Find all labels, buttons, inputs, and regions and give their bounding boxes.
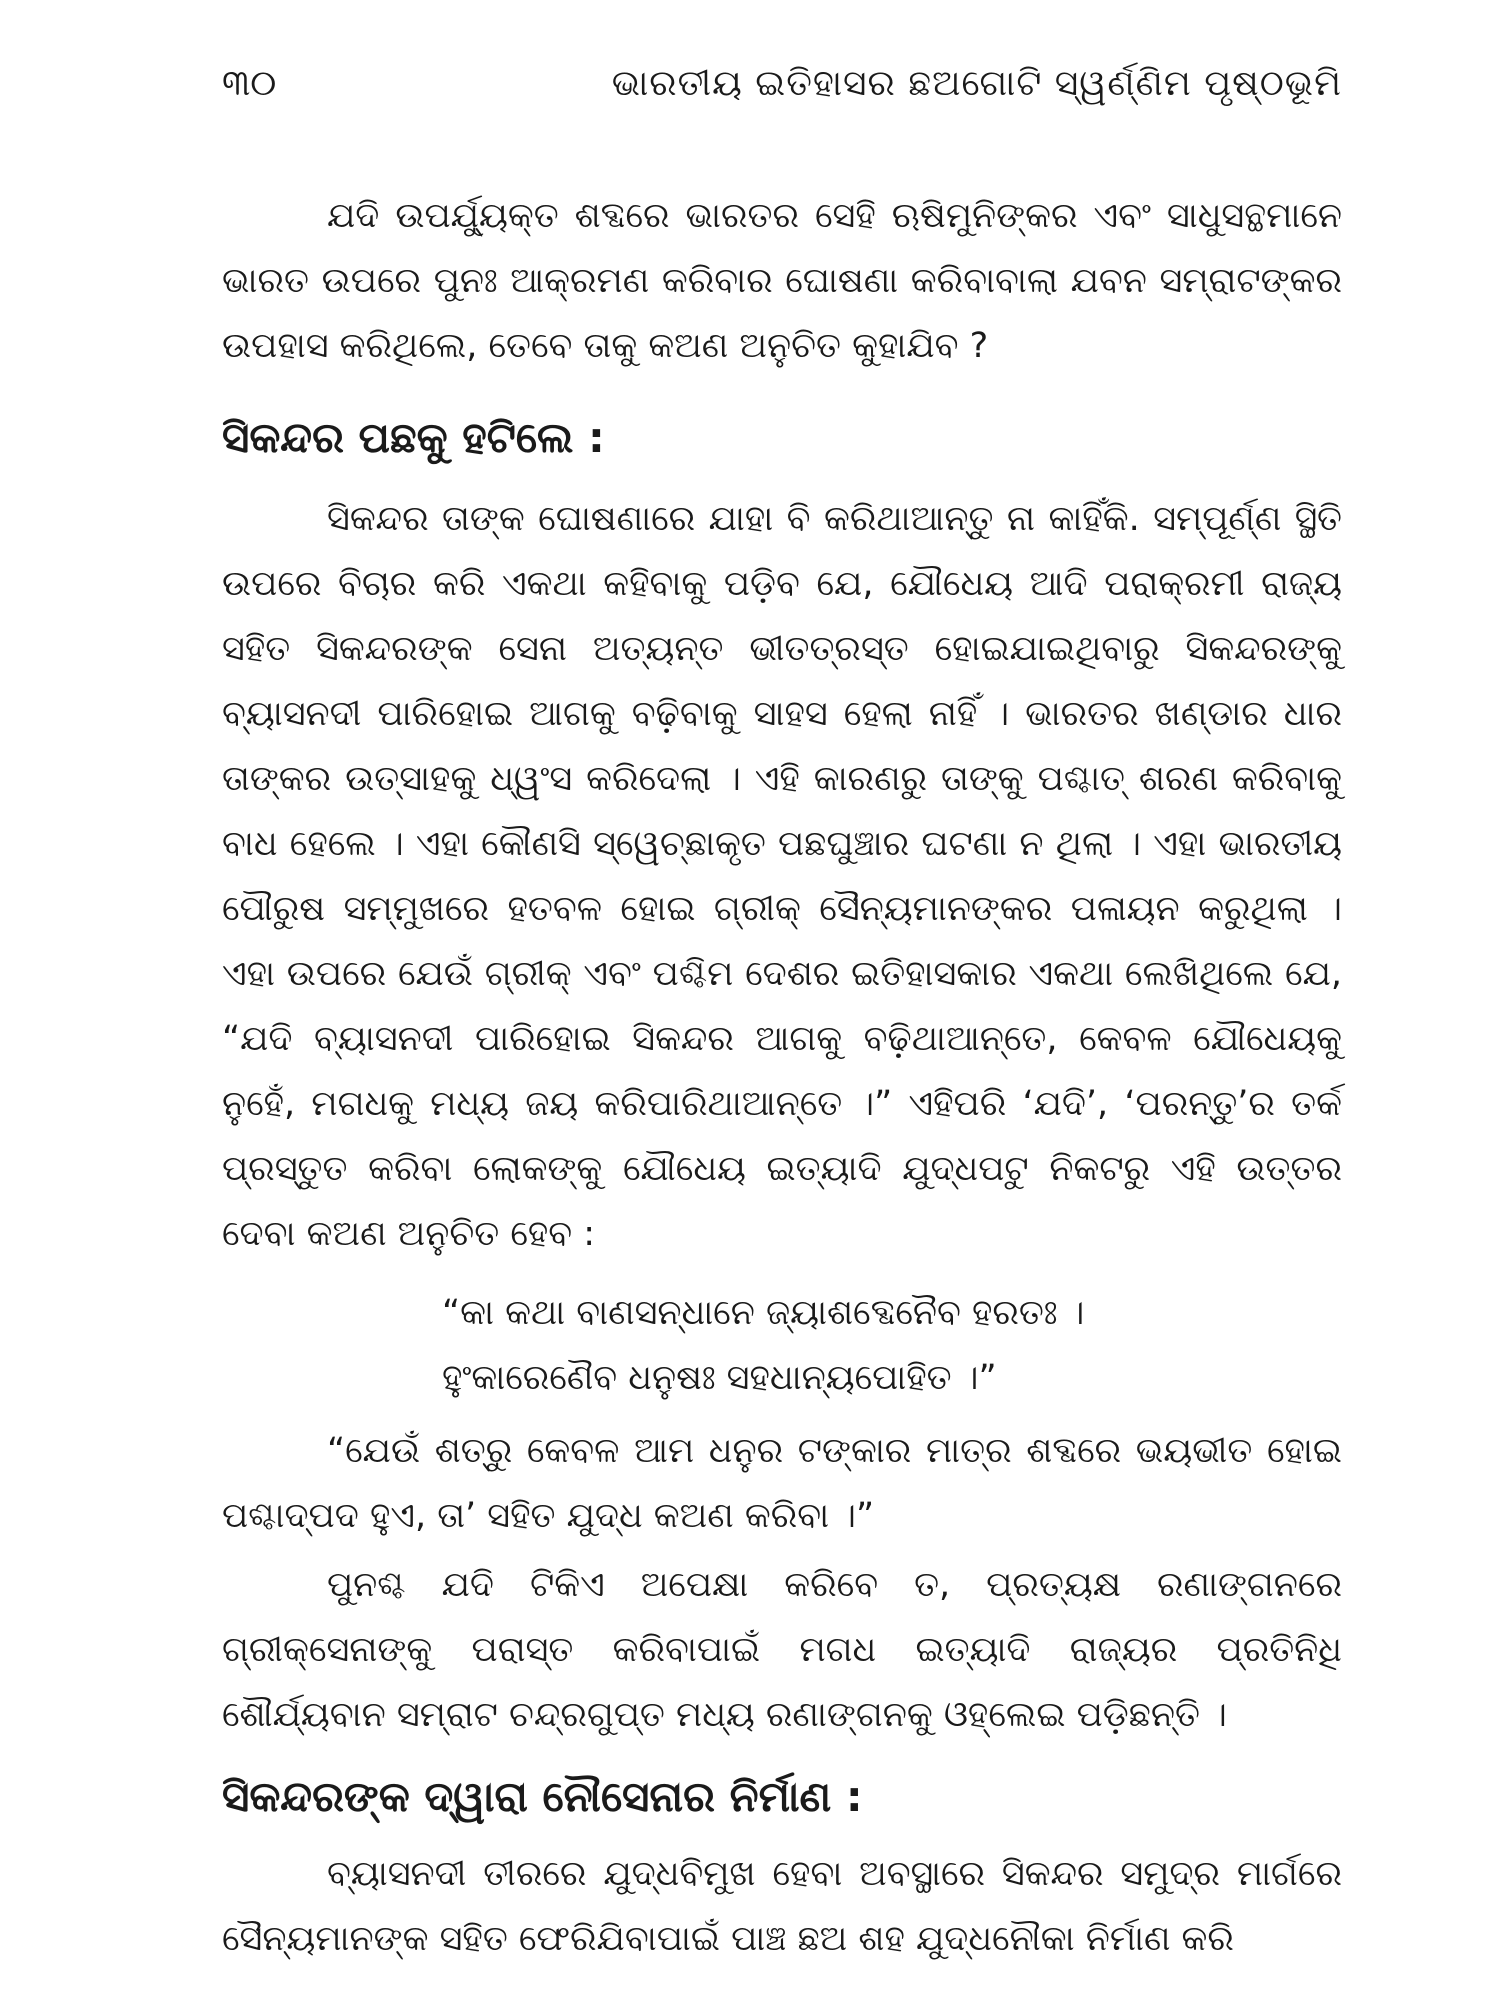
section-heading-retreat: ସିକନ୍ଦର ପଛକୁ ହଟିଲେ :: [222, 413, 605, 462]
section-heading-navy: ସିକନ୍ଦରଙ୍କ ଦ୍ୱାରା ନୌସେନାର ନିର୍ମାଣ :: [222, 1772, 863, 1821]
paragraph-1: ଯଦି ଉପର୍ଯ୍ୟୁକ୍ତ ଶବ୍ଦରେ ଭାରତର ସେହି ଋଷିମୁନିଙ୍କର ଏବଂ ସାଧୁସନ୍ଥମାନେ ଭାରତ ଉପରେ ପୁନଃ ଆକ୍ରମଣ କରିବାର ଘୋଷଣା କରିବାବାଲା ଯବନ ସମ୍ରାଟଙ୍କର ଉପହାସ କରିଥିଲେ, ତେବେ ତାକୁ କଅଣ ଅନୁଚିତ କୁହାଯିବ ?: [222, 196, 1342, 366]
running-head: [222, 60, 1342, 120]
book-page: [222, 60, 1342, 1960]
paragraph-4: ପୁନଶ୍ଚ ଯଦି ଟିକିଏ ଅପେକ୍ଷା କରିବେ ତ, ପ୍ରତ୍ୟକ୍ଷ ରଣାଙ୍ଗନରେ ଗ୍ରୀକ୍‌ସେନାଙ୍କୁ ପରାସ୍ତ କରିବାପାଇଁ ମଗଧ ଇତ୍ୟାଦି ରାଜ୍ୟର ପ୍ରତିନିଧି ଶୌର୍ଯ୍ୟବାନ ସମ୍ରାଟ ଚନ୍ଦ୍ରଗୁପ୍ତ ମଧ୍ୟ ରଣାଙ୍ଗନକୁ ଓହ୍ଲେଇ ପଡ଼ିଛନ୍ତି ।: [222, 1565, 1342, 1735]
verse-line-1: “କା କଥା ବାଣସନ୍ଧାନେ ଜ୍ୟାଶବ୍ଦେନୈବ ହରତଃ ।: [442, 1293, 1085, 1333]
paragraph-2: ସିକନ୍ଦର ତାଙ୍କ ଘୋଷଣାରେ ଯାହା ବି କରିଥାଆନ୍ତୁ ନା କାହିଁକି. ସମ୍ପୂର୍ଣ୍ଣ ସ୍ଥିତି ଉପରେ ବିଚାର କରି ଏକଥା କହିବାକୁ ପଡ଼ିବ ଯେ, ଯୌଧେୟ ଆଦି ପରାକ୍ରମୀ ରାଜ୍ୟ ସହିତ ସିକନ୍ଦରଙ୍କ ସେନା ଅତ୍ୟନ୍ତ ଭୀତତ୍ରସ୍ତ ହୋଇଯାଇଥିବାରୁ ସିକନ୍ଦରଙ୍କୁ ବ୍ୟାସନଦୀ ପାରିହୋଇ ଆଗକୁ ବଢ଼ିବାକୁ ସାହସ ହେଲା ନାହିଁ । ଭାରତର ଖଣ୍ଡାର ଧାର ତାଙ୍କର ଉତ୍ସାହକୁ ଧ୍ୱଂସ କରିଦେଲା । ଏହି କାରଣରୁ ତାଙ୍କୁ ପଶ୍ଚାତ୍ ଶରଣ କରିବାକୁ ବାଧ ହେଲେ । ଏହା କୌଣସି ସ୍ୱେଚ୍ଛାକୃତ ପଛଘୁଞ୍ଚାର ଘଟଣା ନ ଥିଲା । ଏହା ଭାରତୀୟ ପୌରୁଷ ସମ୍ମୁଖରେ ହତବଳ ହୋଇ ଗ୍ରୀକ୍ ସୈନ୍ୟମାନଙ୍କର ପଳାୟନ କରୁଥିଲା । ଏହା ଉପରେ ଯେଉଁ ଗ୍ରୀକ୍ ଏବଂ ପଶ୍ଚିମ ଦେଶର ଇତିହାସକାର ଏକଥା ଲେଖିଥିଲେ ଯେ, “ଯଦି ବ୍ୟାସନଦୀ ପାରିହୋଇ ସିକନ୍ଦର ଆଗକୁ ବଢ଼ିଥାଆନ୍ତେ, କେବଳ ଯୌଧେୟକୁ ନୁହେଁ, ମଗଧକୁ ମଧ୍ୟ ଜୟ କରିପାରିଥାଆନ୍ତେ ।” ଏହିପରି ‘ଯଦି’, ‘ପରନ୍ତୁ’ର ତର୍କ ପ୍ରସ୍ତୁତ କରିବା ଲୋକଙ୍କୁ ଯୌଧେୟ ଇତ୍ୟାଦି ଯୁଦ୍ଧପଟୁ ନିକଟରୁ ଏହି ଉତ୍ତର ଦେବା କଅଣ ଅନୁଚିତ ହେବ :: [222, 499, 1342, 1254]
book-title: ଭାରତୀୟ ଇତିହାସର ଛଅଗୋଟି ସ୍ୱର୍ଣ୍ଣିମ ପୃଷ୍ଠଭୂମି: [611, 63, 1342, 104]
verse-line-2: ହୁଂକାରେଣୈବ ଧନୁଷଃ ସହଧାନ୍ୟପୋହିତ ।”: [442, 1358, 997, 1398]
sanskrit-verse: [442, 1281, 1342, 1411]
page-number: ୩୦: [222, 63, 277, 104]
paragraph-3: “ଯେଉଁ ଶତ୍ରୁ କେବଳ ଆମ ଧନୁର ଟଙ୍କାର ମାତ୍ର ଶବ୍ଦରେ ଭୟଭୀତ ହୋଇ ପଶ୍ଚାଦ୍‌ପଦ ହୁଏ, ତା’ ସହିତ ଯୁଦ୍ଧ କଅଣ କରିବା ।”: [222, 1431, 1342, 1536]
paragraph-5: ବ୍ୟାସନଦୀ ତୀରରେ ଯୁଦ୍ଧବିମୁଖ ହେବା ଅବସ୍ଥାରେ ସିକନ୍ଦର ସମୁଦ୍ର ମାର୍ଗରେ ସୈନ୍ୟମାନଙ୍କ ସହିତ ଫେରିଯିବାପାଇଁ ପାଞ୍ଚ ଛଅ ଶହ ଯୁଦ୍ଧନୌକା ନିର୍ମାଣ କରି: [222, 1854, 1342, 1959]
